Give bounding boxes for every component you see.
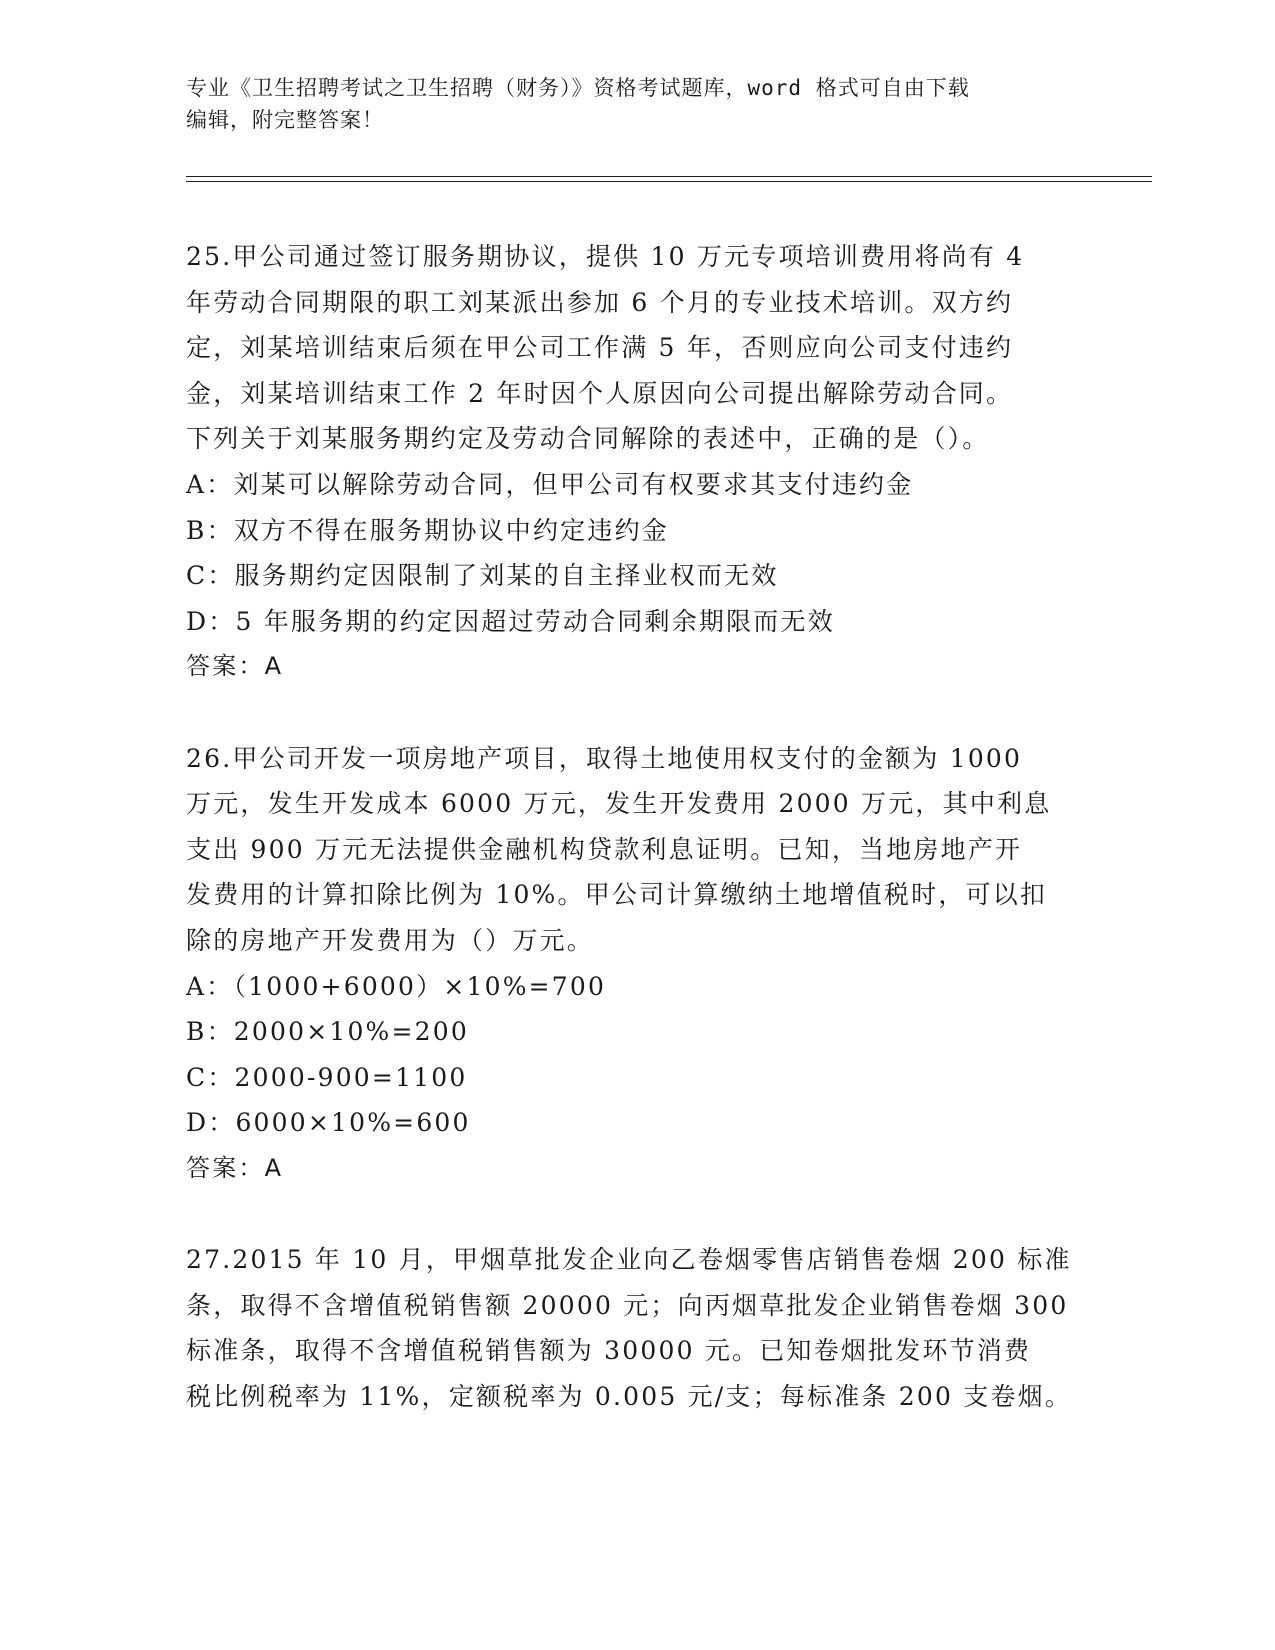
stem-line: 定，刘某培训结束后须在甲公司工作满 5 年，否则应向公司支付违约 bbox=[186, 333, 1014, 363]
stem-line: 税比例税率为 11%，定额税率为 0.005 元/支；每标准条 200 支卷烟。 bbox=[186, 1381, 1073, 1411]
option-b: B：双方不得在服务期协议中约定违约金 bbox=[186, 515, 669, 545]
stem-line: 金，刘某培训结束工作 2 年时因个人原因向公司提出解除劳动合同。 bbox=[186, 378, 1014, 408]
option-c: C：2000-900=1100 bbox=[186, 1062, 468, 1092]
option-b: B：2000×10%=200 bbox=[186, 1017, 469, 1047]
option-c: C：服务期约定因限制了刘某的自主择业权而无效 bbox=[186, 561, 779, 591]
header-divider-bottom bbox=[186, 181, 1152, 182]
option-d: D：6000×10%=600 bbox=[186, 1108, 471, 1138]
question-stem bbox=[186, 234, 1086, 462]
header-line-2: 编辑，附完整答案！ bbox=[186, 108, 384, 132]
question-stem bbox=[186, 1237, 1086, 1419]
stem-line: 标准条，取得不含增值税销售额为 30000 元。已知卷烟批发环节消费 bbox=[186, 1336, 1032, 1366]
stem-line: 下列关于刘某服务期约定及劳动合同解除的表述中，正确的是（）。 bbox=[186, 424, 990, 454]
answer: 答案：A bbox=[186, 1153, 284, 1182]
stem-line: 年劳动合同期限的职工刘某派出参加 6 个月的专业技术培训。双方约 bbox=[186, 287, 1014, 317]
question-25 bbox=[186, 234, 1086, 690]
header-line-1: 专业《卫生招聘考试之卫生招聘（财务）》资格考试题库，word 格式可自由下载 bbox=[186, 76, 970, 100]
question-spacer bbox=[186, 1191, 1086, 1237]
question-26 bbox=[186, 736, 1086, 1192]
stem-line: 发费用的计算扣除比例为 10%。甲公司计算缴纳土地增值税时，可以扣 bbox=[186, 880, 1048, 910]
stem-line: 25.甲公司通过签订服务期协议，提供 10 万元专项培训费用将尚有 4 bbox=[186, 242, 1025, 271]
stem-line: 支出 900 万元无法提供金融机构贷款利息证明。已知，当地房地产开 bbox=[186, 834, 1023, 864]
header-divider-top bbox=[186, 176, 1152, 177]
answer: 答案：A bbox=[186, 652, 284, 681]
stem-line: 除的房地产开发费用为（）万元。 bbox=[186, 925, 595, 955]
option-a: A：刘某可以解除劳动合同，但甲公司有权要求其支付违约金 bbox=[186, 469, 914, 499]
stem-line: 万元，发生开发成本 6000 万元，发生开发费用 2000 万元，其中利息 bbox=[186, 789, 1052, 819]
stem-line: 27.2015 年 10 月，甲烟草批发企业向乙卷烟零售店销售卷烟 200 标准 bbox=[186, 1245, 1072, 1275]
stem-line: 26.甲公司开发一项房地产项目，取得土地使用权支付的金额为 1000 bbox=[186, 743, 1023, 773]
question-27 bbox=[186, 1237, 1086, 1419]
question-spacer bbox=[186, 690, 1086, 736]
question-stem bbox=[186, 736, 1086, 964]
stem-line: 条，取得不含增值税销售额 20000 元；向丙烟草批发企业销售卷烟 300 bbox=[186, 1290, 1069, 1320]
option-d: D：5 年服务期的约定因超过劳动合同剩余期限而无效 bbox=[186, 606, 835, 636]
document-header bbox=[186, 72, 1066, 136]
option-a: A：（1000+6000）×10%=700 bbox=[186, 971, 607, 1001]
question-list bbox=[186, 234, 1086, 1419]
